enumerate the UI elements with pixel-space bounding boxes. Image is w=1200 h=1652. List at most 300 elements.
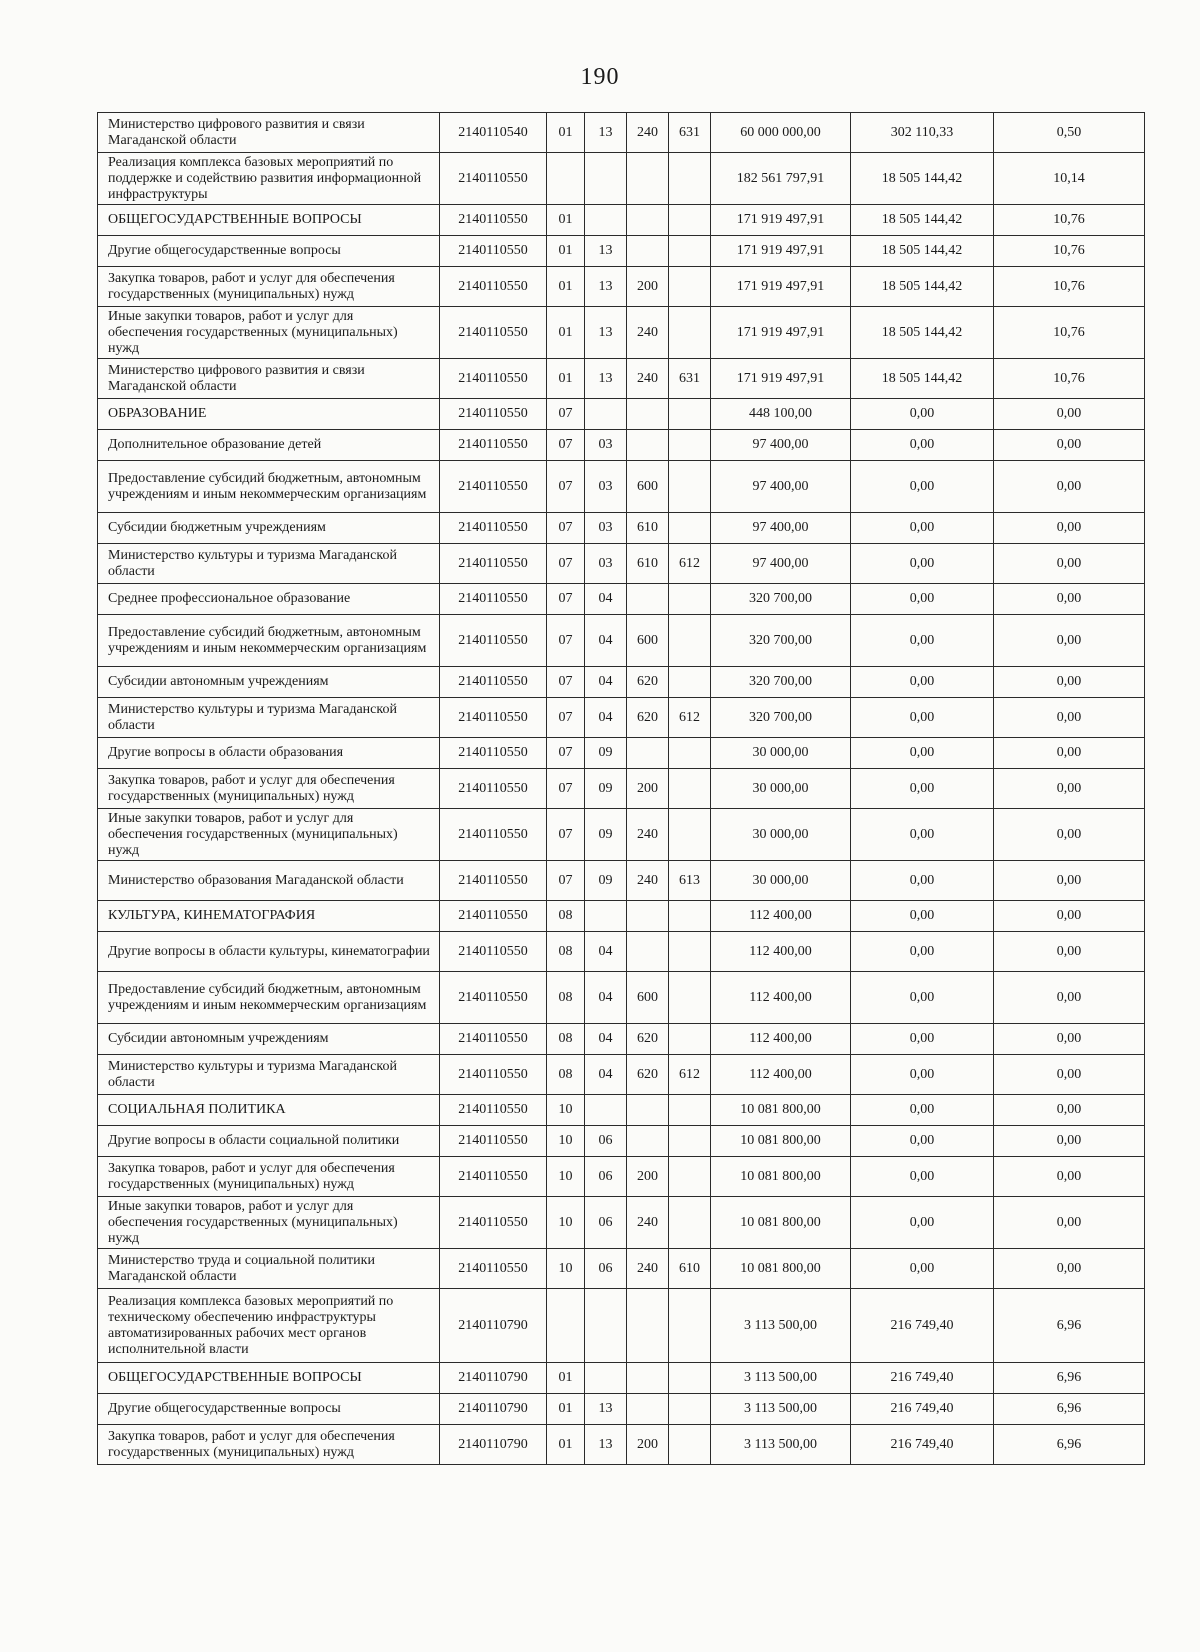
cell-execution-percent: 0,00 [994,584,1145,615]
cell-execution-percent: 0,00 [994,1055,1145,1095]
cell-executed-amount: 18 505 144,42 [851,267,994,307]
cell-name: Министерство культуры и туризма Магаданской области [98,1055,440,1095]
cell-section: 08 [547,972,585,1024]
cell-execution-percent: 0,00 [994,861,1145,901]
cell-name: ОБЩЕГОСУДАРСТВЕННЫЕ ВОПРОСЫ [98,1363,440,1394]
cell-executed-amount: 216 749,40 [851,1425,994,1465]
cell-admin-code [669,1126,711,1157]
cell-subsection: 13 [585,236,627,267]
cell-admin-code [669,769,711,809]
cell-name: Реализация комплекса базовых мероприятий по поддержке и содействию развития информационной инфраструктуры [98,153,440,205]
cell-expense-type [627,901,669,932]
cell-section: 07 [547,430,585,461]
cell-name: Реализация комплекса базовых мероприятий по техническому обеспечению инфраструктуры автоматизированных рабочих мест органов исполнительной власти [98,1289,440,1363]
cell-planned-amount: 97 400,00 [711,544,851,584]
cell-executed-amount: 0,00 [851,698,994,738]
table-row [98,236,1145,267]
cell-target-code: 2140110790 [440,1363,547,1394]
cell-expense-type: 620 [627,1055,669,1095]
cell-section: 07 [547,738,585,769]
cell-section: 01 [547,1394,585,1425]
cell-target-code: 2140110550 [440,544,547,584]
cell-name: Другие вопросы в области образования [98,738,440,769]
budget-execution-table [97,112,1145,1465]
cell-name: Министерство культуры и туризма Магаданской области [98,544,440,584]
cell-execution-percent: 0,00 [994,1249,1145,1289]
cell-planned-amount: 10 081 800,00 [711,1126,851,1157]
cell-admin-code [669,513,711,544]
cell-target-code: 2140110550 [440,307,547,359]
cell-section [547,1289,585,1363]
table-row [98,1249,1145,1289]
cell-section: 01 [547,359,585,399]
table-row [98,972,1145,1024]
cell-subsection: 13 [585,267,627,307]
cell-subsection: 03 [585,461,627,513]
cell-name: Министерство цифрового развития и связи Магаданской области [98,113,440,153]
cell-admin-code [669,615,711,667]
cell-target-code: 2140110550 [440,861,547,901]
cell-section: 10 [547,1197,585,1249]
table-row [98,615,1145,667]
cell-planned-amount: 171 919 497,91 [711,205,851,236]
cell-expense-type: 600 [627,461,669,513]
table-row [98,738,1145,769]
cell-subsection: 06 [585,1197,627,1249]
cell-execution-percent: 0,00 [994,932,1145,972]
table-row [98,1126,1145,1157]
cell-target-code: 2140110790 [440,1289,547,1363]
cell-subsection [585,901,627,932]
cell-execution-percent: 6,96 [994,1289,1145,1363]
cell-name: ОБЩЕГОСУДАРСТВЕННЫЕ ВОПРОСЫ [98,205,440,236]
table-row [98,544,1145,584]
cell-admin-code [669,1024,711,1055]
cell-section: 01 [547,205,585,236]
cell-subsection: 06 [585,1157,627,1197]
cell-admin-code [669,901,711,932]
cell-executed-amount: 0,00 [851,461,994,513]
table-row [98,1095,1145,1126]
cell-planned-amount: 97 400,00 [711,430,851,461]
cell-planned-amount: 112 400,00 [711,932,851,972]
cell-expense-type: 240 [627,809,669,861]
cell-target-code: 2140110550 [440,1095,547,1126]
table-row [98,513,1145,544]
cell-target-code: 2140110540 [440,113,547,153]
cell-subsection: 13 [585,1394,627,1425]
cell-section: 07 [547,809,585,861]
cell-admin-code [669,153,711,205]
cell-name: ОБРАЗОВАНИЕ [98,399,440,430]
cell-admin-code: 613 [669,861,711,901]
cell-execution-percent: 0,00 [994,1095,1145,1126]
cell-executed-amount: 0,00 [851,584,994,615]
cell-name: Субсидии автономным учреждениям [98,1024,440,1055]
cell-expense-type: 610 [627,544,669,584]
table-row [98,359,1145,399]
cell-planned-amount: 320 700,00 [711,584,851,615]
cell-execution-percent: 0,00 [994,615,1145,667]
cell-section: 10 [547,1157,585,1197]
cell-expense-type [627,236,669,267]
cell-name: Другие общегосударственные вопросы [98,236,440,267]
cell-execution-percent: 0,00 [994,513,1145,544]
table-row [98,1197,1145,1249]
table-row [98,667,1145,698]
cell-subsection [585,1289,627,1363]
table-row [98,932,1145,972]
cell-admin-code: 631 [669,359,711,399]
cell-subsection: 04 [585,698,627,738]
cell-target-code: 2140110550 [440,738,547,769]
cell-section: 10 [547,1095,585,1126]
cell-name: Закупка товаров, работ и услуг для обеспечения государственных (муниципальных) нужд [98,769,440,809]
cell-subsection: 09 [585,861,627,901]
cell-name: Предоставление субсидий бюджетным, автономным учреждениям и иным некоммерческим организациям [98,972,440,1024]
cell-admin-code [669,1289,711,1363]
cell-admin-code: 612 [669,544,711,584]
cell-planned-amount: 320 700,00 [711,615,851,667]
cell-planned-amount: 112 400,00 [711,972,851,1024]
cell-expense-type: 600 [627,615,669,667]
cell-executed-amount: 0,00 [851,972,994,1024]
table-row [98,901,1145,932]
table-row [98,113,1145,153]
cell-executed-amount: 0,00 [851,1197,994,1249]
table-row [98,1024,1145,1055]
cell-executed-amount: 0,00 [851,861,994,901]
cell-admin-code [669,307,711,359]
cell-target-code: 2140110550 [440,430,547,461]
cell-admin-code [669,1425,711,1465]
cell-subsection: 13 [585,359,627,399]
cell-execution-percent: 0,00 [994,544,1145,584]
cell-target-code: 2140110550 [440,513,547,544]
cell-expense-type [627,399,669,430]
cell-planned-amount: 112 400,00 [711,1024,851,1055]
cell-section: 07 [547,584,585,615]
cell-name: Предоставление субсидий бюджетным, автономным учреждениям и иным некоммерческим организациям [98,615,440,667]
cell-execution-percent: 6,96 [994,1363,1145,1394]
cell-subsection: 09 [585,738,627,769]
cell-section: 08 [547,932,585,972]
cell-section: 01 [547,1425,585,1465]
cell-planned-amount: 112 400,00 [711,1055,851,1095]
table-row [98,1157,1145,1197]
cell-section: 07 [547,544,585,584]
cell-execution-percent: 0,00 [994,1197,1145,1249]
cell-target-code: 2140110790 [440,1425,547,1465]
cell-expense-type [627,1289,669,1363]
cell-section: 07 [547,513,585,544]
cell-executed-amount: 216 749,40 [851,1394,994,1425]
cell-target-code: 2140110550 [440,236,547,267]
cell-admin-code [669,399,711,430]
cell-planned-amount: 97 400,00 [711,461,851,513]
cell-target-code: 2140110550 [440,1126,547,1157]
cell-target-code: 2140110550 [440,1197,547,1249]
cell-admin-code [669,738,711,769]
cell-expense-type: 200 [627,1157,669,1197]
cell-target-code: 2140110550 [440,667,547,698]
cell-executed-amount: 0,00 [851,667,994,698]
cell-subsection: 03 [585,513,627,544]
cell-execution-percent: 0,00 [994,901,1145,932]
cell-admin-code [669,972,711,1024]
cell-expense-type: 620 [627,698,669,738]
cell-admin-code [669,1363,711,1394]
cell-executed-amount: 18 505 144,42 [851,236,994,267]
cell-planned-amount: 112 400,00 [711,901,851,932]
cell-execution-percent: 10,76 [994,236,1145,267]
cell-section: 07 [547,667,585,698]
cell-executed-amount: 0,00 [851,615,994,667]
cell-execution-percent: 6,96 [994,1394,1145,1425]
cell-executed-amount: 0,00 [851,1024,994,1055]
cell-target-code: 2140110550 [440,901,547,932]
cell-section: 01 [547,267,585,307]
cell-expense-type: 240 [627,1197,669,1249]
cell-section: 07 [547,615,585,667]
cell-expense-type [627,205,669,236]
cell-expense-type [627,1394,669,1425]
cell-name: Министерство образования Магаданской области [98,861,440,901]
cell-target-code: 2140110550 [440,1157,547,1197]
cell-planned-amount: 320 700,00 [711,667,851,698]
cell-section: 10 [547,1249,585,1289]
cell-planned-amount: 30 000,00 [711,861,851,901]
cell-name: Среднее профессиональное образование [98,584,440,615]
table-row [98,267,1145,307]
cell-executed-amount: 0,00 [851,430,994,461]
cell-expense-type [627,153,669,205]
table-row [98,1363,1145,1394]
cell-executed-amount: 0,00 [851,513,994,544]
cell-admin-code [669,809,711,861]
cell-target-code: 2140110550 [440,809,547,861]
cell-executed-amount: 0,00 [851,544,994,584]
cell-execution-percent: 0,00 [994,738,1145,769]
cell-execution-percent: 10,76 [994,267,1145,307]
cell-admin-code: 631 [669,113,711,153]
cell-expense-type [627,584,669,615]
cell-name: Закупка товаров, работ и услуг для обеспечения государственных (муниципальных) нужд [98,267,440,307]
cell-admin-code [669,932,711,972]
cell-admin-code: 610 [669,1249,711,1289]
cell-target-code: 2140110550 [440,399,547,430]
cell-section: 07 [547,769,585,809]
table-row [98,769,1145,809]
cell-section: 10 [547,1126,585,1157]
cell-subsection: 03 [585,544,627,584]
cell-name: Предоставление субсидий бюджетным, автономным учреждениям и иным некоммерческим организациям [98,461,440,513]
cell-executed-amount: 0,00 [851,769,994,809]
cell-executed-amount: 0,00 [851,809,994,861]
table-row [98,1289,1145,1363]
cell-executed-amount: 302 110,33 [851,113,994,153]
cell-executed-amount: 0,00 [851,1157,994,1197]
cell-name: Министерство труда и социальной политики Магаданской области [98,1249,440,1289]
cell-subsection: 13 [585,1425,627,1465]
cell-planned-amount: 10 081 800,00 [711,1249,851,1289]
cell-planned-amount: 3 113 500,00 [711,1394,851,1425]
cell-name: КУЛЬТУРА, КИНЕМАТОГРАФИЯ [98,901,440,932]
cell-execution-percent: 0,00 [994,667,1145,698]
table-row [98,461,1145,513]
cell-execution-percent: 0,00 [994,698,1145,738]
cell-name: Дополнительное образование детей [98,430,440,461]
table-row [98,1425,1145,1465]
cell-target-code: 2140110550 [440,769,547,809]
cell-expense-type: 620 [627,667,669,698]
cell-expense-type: 600 [627,972,669,1024]
cell-subsection: 04 [585,667,627,698]
cell-section: 07 [547,461,585,513]
cell-name: Иные закупки товаров, работ и услуг для обеспечения государственных (муниципальных) нужд [98,1197,440,1249]
cell-execution-percent: 0,00 [994,809,1145,861]
cell-expense-type [627,1126,669,1157]
cell-execution-percent: 0,00 [994,399,1145,430]
cell-admin-code [669,1394,711,1425]
cell-expense-type: 240 [627,359,669,399]
table-row [98,584,1145,615]
cell-subsection [585,399,627,430]
cell-planned-amount: 30 000,00 [711,809,851,861]
cell-execution-percent: 0,00 [994,1126,1145,1157]
cell-executed-amount: 18 505 144,42 [851,205,994,236]
cell-name: Закупка товаров, работ и услуг для обеспечения государственных (муниципальных) нужд [98,1425,440,1465]
cell-target-code: 2140110790 [440,1394,547,1425]
cell-executed-amount: 216 749,40 [851,1289,994,1363]
cell-name: Иные закупки товаров, работ и услуг для обеспечения государственных (муниципальных) нужд [98,307,440,359]
cell-subsection: 04 [585,615,627,667]
cell-planned-amount: 10 081 800,00 [711,1157,851,1197]
cell-subsection: 06 [585,1126,627,1157]
cell-section: 07 [547,399,585,430]
cell-executed-amount: 18 505 144,42 [851,307,994,359]
cell-subsection: 04 [585,1024,627,1055]
cell-target-code: 2140110550 [440,1024,547,1055]
table-row [98,1394,1145,1425]
cell-section: 08 [547,1055,585,1095]
cell-subsection [585,1095,627,1126]
cell-target-code: 2140110550 [440,615,547,667]
cell-section: 01 [547,1363,585,1394]
cell-admin-code [669,267,711,307]
cell-admin-code: 612 [669,698,711,738]
table-row [98,430,1145,461]
cell-admin-code [669,461,711,513]
cell-executed-amount: 18 505 144,42 [851,359,994,399]
cell-expense-type: 610 [627,513,669,544]
cell-planned-amount: 171 919 497,91 [711,236,851,267]
cell-planned-amount: 3 113 500,00 [711,1425,851,1465]
table-row [98,307,1145,359]
cell-planned-amount: 10 081 800,00 [711,1095,851,1126]
cell-target-code: 2140110550 [440,584,547,615]
cell-expense-type: 200 [627,1425,669,1465]
cell-admin-code [669,430,711,461]
cell-subsection: 13 [585,307,627,359]
cell-planned-amount: 60 000 000,00 [711,113,851,153]
cell-execution-percent: 10,76 [994,359,1145,399]
cell-expense-type: 240 [627,307,669,359]
cell-section [547,153,585,205]
cell-planned-amount: 171 919 497,91 [711,359,851,399]
cell-executed-amount: 0,00 [851,1055,994,1095]
cell-subsection: 04 [585,584,627,615]
cell-execution-percent: 0,50 [994,113,1145,153]
cell-execution-percent: 0,00 [994,461,1145,513]
cell-expense-type: 200 [627,769,669,809]
cell-executed-amount: 0,00 [851,901,994,932]
cell-subsection: 09 [585,769,627,809]
cell-execution-percent: 10,76 [994,205,1145,236]
cell-section: 07 [547,861,585,901]
table-body [98,113,1145,1465]
cell-section: 07 [547,698,585,738]
cell-name: Министерство цифрового развития и связи Магаданской области [98,359,440,399]
cell-executed-amount: 0,00 [851,932,994,972]
cell-planned-amount: 3 113 500,00 [711,1289,851,1363]
cell-admin-code [669,584,711,615]
cell-planned-amount: 97 400,00 [711,513,851,544]
table-row [98,698,1145,738]
cell-target-code: 2140110550 [440,972,547,1024]
cell-target-code: 2140110550 [440,205,547,236]
cell-admin-code [669,205,711,236]
cell-planned-amount: 30 000,00 [711,738,851,769]
cell-execution-percent: 6,96 [994,1425,1145,1465]
cell-executed-amount: 216 749,40 [851,1363,994,1394]
cell-executed-amount: 0,00 [851,1249,994,1289]
cell-subsection: 04 [585,1055,627,1095]
cell-target-code: 2140110550 [440,932,547,972]
cell-name: Другие вопросы в области культуры, кинематографии [98,932,440,972]
cell-name: Иные закупки товаров, работ и услуг для обеспечения государственных (муниципальных) нужд [98,809,440,861]
cell-subsection [585,1363,627,1394]
cell-planned-amount: 171 919 497,91 [711,267,851,307]
table-row [98,205,1145,236]
cell-planned-amount: 182 561 797,91 [711,153,851,205]
cell-section: 08 [547,901,585,932]
cell-execution-percent: 10,14 [994,153,1145,205]
cell-admin-code [669,1197,711,1249]
cell-target-code: 2140110550 [440,1249,547,1289]
cell-target-code: 2140110550 [440,267,547,307]
cell-admin-code: 612 [669,1055,711,1095]
cell-name: Министерство культуры и туризма Магаданской области [98,698,440,738]
table-row [98,153,1145,205]
cell-expense-type [627,1363,669,1394]
cell-target-code: 2140110550 [440,698,547,738]
cell-planned-amount: 171 919 497,91 [711,307,851,359]
cell-admin-code [669,1157,711,1197]
table-row [98,399,1145,430]
cell-executed-amount: 0,00 [851,738,994,769]
cell-expense-type [627,932,669,972]
cell-name: Закупка товаров, работ и услуг для обеспечения государственных (муниципальных) нужд [98,1157,440,1197]
table-row [98,809,1145,861]
cell-name: Субсидии бюджетным учреждениям [98,513,440,544]
page-number: 190 [580,64,620,90]
cell-expense-type [627,430,669,461]
cell-subsection [585,205,627,236]
cell-admin-code [669,1095,711,1126]
cell-execution-percent: 0,00 [994,769,1145,809]
cell-subsection: 04 [585,932,627,972]
